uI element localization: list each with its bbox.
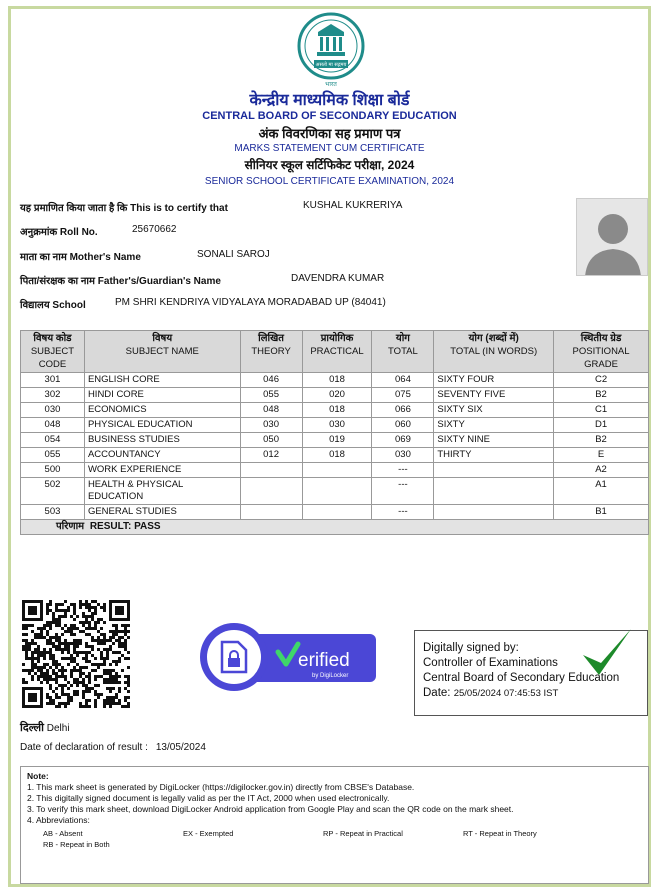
roll-label-english: Roll No. (59, 227, 98, 238)
signature-line-3: Central Board of Secondary Education (423, 672, 620, 684)
signature-line-1: Digitally signed by: (423, 642, 519, 654)
school-name: PM SHRI KENDRIYA VIDYALAYA MORADABAD UP (84041) (115, 297, 386, 308)
school-label-hindi: विद्यालय (20, 300, 50, 311)
candidate-photo (576, 198, 648, 276)
col-header-words: योग (शब्दों में) TOTAL (IN WORDS) (434, 331, 554, 373)
board-name-english: CENTRAL BOARD OF SECONDARY EDUCATION (202, 110, 457, 122)
logo-motto: असतो मा सद्गमय (315, 62, 347, 68)
col-header-total: योग TOTAL (372, 331, 434, 373)
place-english: Delhi (46, 723, 70, 734)
candidate-name: KUSHAL KUKRERIYA (303, 200, 403, 211)
table-row: 301 ENGLISH CORE 046 018 064 SIXTY FOUR C2 (21, 373, 649, 388)
verified-digilocker-badge (200, 622, 378, 692)
school-line (20, 297, 386, 311)
table-header-row (21, 331, 649, 373)
declaration-date (20, 742, 206, 753)
father-label-hindi: पिता/संरक्षक का नाम (20, 276, 95, 287)
note-line-4: 4. Abbreviations: (27, 815, 90, 825)
mother-label-hindi: माता का नाम (20, 252, 67, 263)
board-name-hindi: केन्द्रीय माध्यमिक शिक्षा बोर्ड (249, 92, 410, 109)
mother-name: SONALI SAROJ (197, 249, 270, 260)
school-label-english: School (52, 300, 86, 311)
declaration-value: 13/05/2024 (155, 742, 206, 753)
signature-line-2: Controller of Examinations (423, 657, 558, 669)
roll-line (20, 224, 177, 238)
note-title: Note: (27, 771, 49, 781)
col-header-theory: लिखित THEORY (240, 331, 302, 373)
person-placeholder-icon (577, 199, 648, 276)
verified-word: erified (298, 650, 350, 671)
mother-label-english: Mother's Name (69, 252, 141, 263)
signature-date: Date: 25/05/2024 07:45:53 IST (423, 687, 559, 699)
place (20, 720, 70, 735)
mother-line (20, 249, 270, 263)
father-name: DAVENDRA KUMAR (291, 273, 385, 284)
exam-title-hindi: सीनियर स्कूल सर्टिफिकेट परीक्षा, 2024 (244, 158, 415, 172)
qr-code-icon[interactable] (22, 600, 130, 708)
table-row: 030 ECONOMICS 048 018 066 SIXTY SIX C1 (21, 403, 649, 418)
verified-sub: by DigiLocker (312, 673, 349, 679)
place-hindi: दिल्ली (20, 722, 44, 734)
declaration-label: Date of declaration of result : (20, 742, 148, 753)
roll-number: 25670662 (132, 224, 177, 235)
abbr-rt: RT - Repeat in Theory (463, 829, 537, 838)
table-row: 054 BUSINESS STUDIES 050 019 069 SIXTY NINE B2 (21, 433, 649, 448)
certify-label-hindi: यह प्रमाणित किया जाता है कि (20, 203, 128, 214)
table-row: 048 PHYSICAL EDUCATION 030 030 060 SIXTY D1 (21, 418, 649, 433)
result-label-hindi: परिणाम (56, 521, 85, 532)
cbse-logo-icon (296, 10, 366, 90)
digital-signature-box[interactable] (414, 630, 648, 716)
note-box (20, 766, 649, 884)
logo-bottom-text: भारत (325, 81, 337, 88)
result-status: RESULT: PASS (89, 521, 161, 532)
marks-table (20, 330, 649, 535)
document-title-hindi: अंक विवरणिका सह प्रमाण पत्र (258, 126, 401, 141)
father-label-english: Father's/Guardian's Name (97, 276, 221, 287)
document-title-english: MARKS STATEMENT CUM CERTIFICATE (234, 143, 425, 154)
exam-title-english: SENIOR SCHOOL CERTIFICATE EXAMINATION, 2024 (204, 176, 455, 187)
signature-valid-check-icon (577, 625, 635, 681)
abbr-ex: EX - Exempted (183, 829, 234, 838)
abbr-rp: RP - Repeat in Practical (323, 829, 403, 838)
table-row: 500 WORK EXPERIENCE --- A2 (21, 463, 649, 478)
abbr-ab: AB - Absent (43, 829, 83, 838)
table-row: 502 HEALTH & PHYSICAL EDUCATION --- A1 (21, 478, 649, 505)
abbreviations (27, 826, 642, 848)
certify-line (20, 200, 403, 214)
note-line-1: 1. This mark sheet is generated by DigiLocker (https://digilocker.gov.in) directly from CBSE's Database. (27, 782, 415, 792)
certify-label-english: This is to certify that (130, 203, 228, 214)
note-line-2: 2. This digitally signed document is legally valid as per the IT Act, 2000 when used electronically. (27, 793, 390, 803)
col-header-code: विषय कोड SUBJECT CODE (21, 331, 85, 373)
table-row: 503 GENERAL STUDIES --- B1 (21, 505, 649, 520)
roll-label-hindi: अनुक्रमांक (20, 227, 58, 238)
table-row: 302 HINDI CORE 055 020 075 SEVENTY FIVE B2 (21, 388, 649, 403)
table-row: 055 ACCOUNTANCY 012 018 030 THIRTY E (21, 448, 649, 463)
signature-date-value: 25/05/2024 07:45:53 IST (453, 688, 559, 699)
col-header-practical: प्रायोगिक PRACTICAL (302, 331, 372, 373)
col-header-grade: स्थितीय ग्रेड POSITIONAL GRADE (554, 331, 649, 373)
abbr-rb: RB - Repeat in Both (43, 840, 110, 849)
father-line (20, 273, 385, 287)
col-header-subject: विषय SUBJECT NAME (84, 331, 240, 373)
note-line-3: 3. To verify this mark sheet, download DigiLocker Android application from Google Play and scan the QR code on the mark sheet. (27, 804, 514, 814)
result-row (21, 520, 649, 535)
